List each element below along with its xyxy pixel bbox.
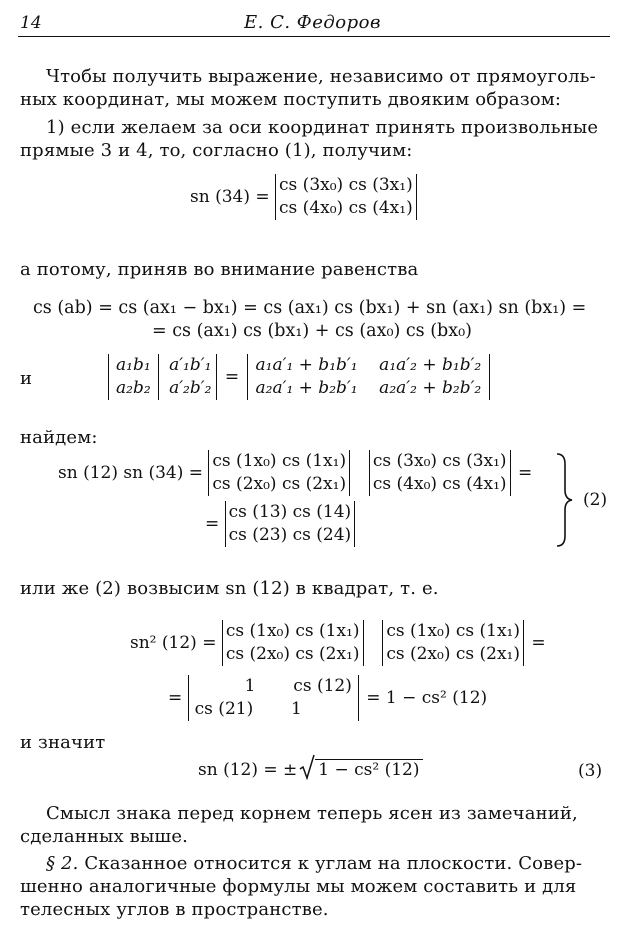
determinant-row: cs (2x₀) cs (2x₁) bbox=[212, 474, 347, 494]
equals-sign: = bbox=[224, 367, 240, 387]
determinant-row: a₂a′₁ + b₂b′₁ a₂a′₂ + b₂b′₂ bbox=[255, 378, 482, 398]
determinant-row: a′₂b′₂ bbox=[169, 378, 212, 398]
sqrt-icon bbox=[299, 754, 315, 780]
determinant-row: cs (2x₀) cs (2x₁) bbox=[386, 644, 520, 664]
determinant-row: a′₁b′₁ bbox=[169, 355, 212, 375]
equation-lhs: sn (12) = ± bbox=[198, 760, 298, 780]
equation-lhs: sn (34) = bbox=[190, 187, 270, 207]
determinant-row: cs (13) cs (14) bbox=[228, 502, 352, 522]
determinant-row: cs (1x₀) cs (1x₁) bbox=[212, 451, 347, 471]
determinant-row: cs (3x₀) cs (3x₁) bbox=[279, 175, 413, 195]
determinant bbox=[369, 450, 511, 496]
determinant-row: cs (2x₀) cs (2x₁) bbox=[225, 644, 360, 664]
paragraph-line: Смысл знака перед корнем теперь ясен из замечаний, bbox=[46, 803, 578, 824]
paragraph-text: Сказанное относится к углам на плоскости. Совер- bbox=[84, 853, 583, 874]
header-rule bbox=[18, 36, 610, 37]
equation-sn-squared-line2 bbox=[168, 675, 487, 721]
paragraph-line: Чтобы получить выражение, независимо от прямоуголь- bbox=[46, 66, 596, 87]
determinant-row: a₁b₁ bbox=[116, 355, 151, 375]
sqrt-radicand: 1 − cs² (12) bbox=[315, 759, 422, 780]
equation-lhs: sn² (12) = bbox=[130, 633, 217, 653]
page-number: 14 bbox=[20, 13, 42, 33]
determinant-row: 1 cs (12) bbox=[244, 676, 352, 696]
equation-sn-squared-line1 bbox=[130, 620, 546, 666]
paragraph-line: или же (2) возвысим sn (12) в квадрат, т. е. bbox=[20, 578, 439, 599]
equation-number: (2) bbox=[583, 490, 608, 510]
determinant bbox=[164, 354, 217, 400]
equals-sign: = bbox=[517, 463, 533, 483]
equation-result: = 1 − cs² (12) bbox=[366, 688, 488, 708]
running-title: Е. С. Федоров bbox=[244, 12, 381, 33]
determinant-row: cs (23) cs (24) bbox=[228, 525, 352, 545]
paragraph-line: 1) если желаем за оси координат принять произвольные bbox=[46, 117, 599, 138]
determinant bbox=[188, 675, 359, 721]
paragraph-line: прямые 3 и 4, то, согласно (1), получим: bbox=[20, 140, 413, 161]
paragraph-line: найдем: bbox=[20, 427, 98, 448]
determinant bbox=[247, 354, 491, 400]
determinant-row: cs (1x₀) cs (1x₁) bbox=[225, 621, 360, 641]
determinant-row: cs (4x₀) cs (4x₁) bbox=[372, 474, 507, 494]
equals-sign: = bbox=[205, 514, 220, 534]
paragraph-line: ных координат, мы можем поступить двояким образом: bbox=[20, 89, 562, 110]
determinant-row: cs (3x₀) cs (3x₁) bbox=[372, 451, 507, 471]
paragraph-line bbox=[46, 853, 582, 875]
equation-csab-line1: cs (ab) = cs (ax₁ − bx₁) = cs (ax₁) cs (bx₁) + sn (ax₁) sn (bx₁) = bbox=[33, 298, 587, 318]
equation-2-line1 bbox=[58, 450, 532, 496]
section-label: § 2. bbox=[46, 853, 79, 874]
paragraph-line: шенно аналогичные формулы мы можем составить и для bbox=[20, 876, 577, 897]
determinant-row: cs (1x₀) cs (1x₁) bbox=[386, 621, 520, 641]
equals-sign: = bbox=[168, 688, 183, 708]
determinant bbox=[382, 620, 524, 666]
equation-3 bbox=[198, 754, 423, 780]
equation-2-line2 bbox=[205, 501, 355, 547]
paragraph-line: телесных углов в пространстве. bbox=[20, 899, 329, 920]
determinant-row: cs (21) 1 bbox=[194, 699, 302, 719]
equals-sign: = bbox=[531, 633, 546, 653]
determinant bbox=[275, 174, 417, 220]
equation-number: (3) bbox=[578, 761, 603, 781]
determinant-row: cs (4x₀) cs (4x₁) bbox=[279, 198, 413, 218]
determinant bbox=[225, 501, 356, 547]
paragraph-word: и bbox=[20, 368, 33, 389]
curly-brace-icon bbox=[553, 452, 575, 548]
paragraph-line: и значит bbox=[20, 732, 106, 753]
determinant-row: a₂b₂ bbox=[116, 378, 151, 398]
paragraph-line: сделанных выше. bbox=[20, 826, 188, 847]
determinant bbox=[108, 354, 159, 400]
determinant bbox=[222, 620, 364, 666]
determinant bbox=[208, 450, 350, 496]
equation-det-product bbox=[108, 354, 490, 400]
equation-lhs: sn (12) sn (34) = bbox=[58, 463, 203, 483]
determinant-row: a₁a′₁ + b₁b′₁ a₁a′₂ + b₁b′₂ bbox=[255, 355, 482, 375]
equation-csab-line2: = cs (ax₁) cs (bx₁) + cs (ax₀) cs (bx₀) bbox=[152, 321, 472, 341]
equation-sn34 bbox=[190, 174, 417, 220]
paragraph-line: а потому, приняв во внимание равенства bbox=[20, 259, 419, 280]
